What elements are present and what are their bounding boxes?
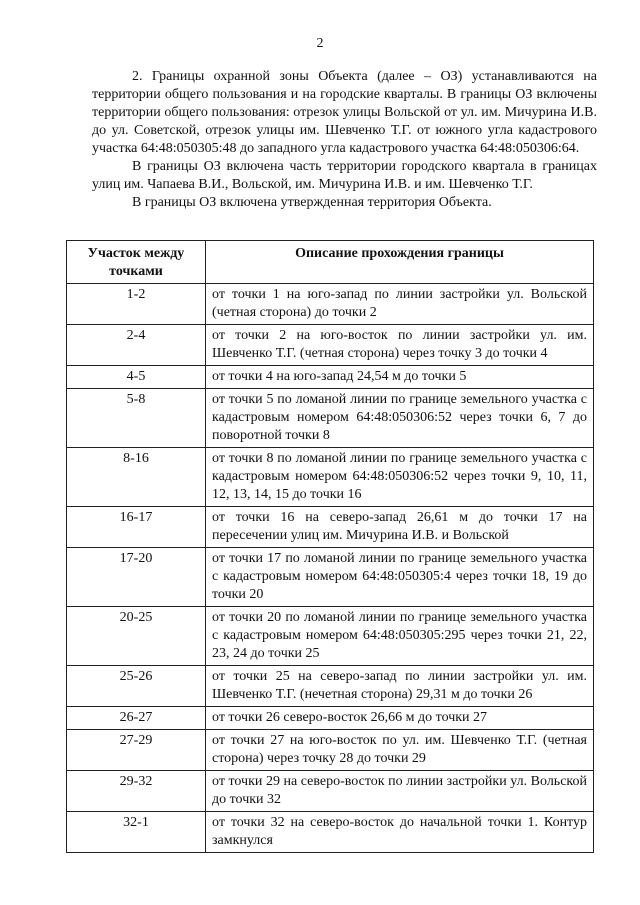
description-cell: от точки 29 на северо-восток по линии застройки ул. Вольской до точки 32 [206,771,594,812]
table-row [67,448,594,507]
segment-cell: 29-32 [67,771,206,812]
segment-cell: 26-27 [67,707,206,730]
description-cell: от точки 17 по ломаной линии по границе земельного участка с кадастровым номером 64:48:050305:4 через точки 18, 19 до точки 20 [206,548,594,607]
description-cell: от точки 5 по ломаной линии по границе земельного участка с кадастровым номером 64:48:050306:52 через точки 6, 7 до поворотной точки 8 [206,389,594,448]
table-row [67,548,594,607]
table-row [67,666,594,707]
header-description: Описание прохождения границы [206,241,594,284]
description-cell: от точки 1 на юго-запад по линии застройки ул. Вольской (четная сторона) до точки 2 [206,284,594,325]
segment-cell: 17-20 [67,548,206,607]
body-text [92,68,597,212]
segment-cell: 2-4 [67,325,206,366]
description-cell: от точки 16 на северо-запад 26,61 м до точки 17 на пересечении улиц им. Мичурина И.В. и Вольской [206,507,594,548]
table-row [67,366,594,389]
paragraph-1: 2. Границы охранной зоны Объекта (далее – ОЗ) устанавливаются на территории общего пользования и на городские кварталы. В границы ОЗ включены территории общего пользования: отрезок улицы Вольской от ул. им. Мичурина И.В. до ул. Советской, отрезок улицы им. Шевченко Т.Г. от южного угла кадастрового участка 64:48:050305:48 до западного угла кадастрового участка 64:48:050306:64. [92,69,597,156]
table-row [67,607,594,666]
description-cell: от точки 25 на северо-запад по линии застройки ул. им. Шевченко Т.Г. (нечетная сторона) 29,31 м до точки 26 [206,666,594,707]
table-row [67,707,594,730]
table-row [67,507,594,548]
table-row [67,771,594,812]
segment-cell: 16-17 [67,507,206,548]
description-cell: от точки 26 северо-восток 26,66 м до точки 27 [206,707,594,730]
segment-cell: 4-5 [67,366,206,389]
table-header-row [67,241,594,284]
segment-cell: 5-8 [67,389,206,448]
description-cell: от точки 8 по ломаной линии по границе земельного участка с кадастровым номером 64:48:050306:52 через точки 9, 10, 11, 12, 13, 14, 15 до точки 16 [206,448,594,507]
table-row [67,325,594,366]
segment-cell: 8-16 [67,448,206,507]
paragraph-3: В границы ОЗ включена утвержденная территория Объекта. [132,195,492,210]
segment-cell: 20-25 [67,607,206,666]
description-cell: от точки 4 на юго-запад 24,54 м до точки 5 [206,366,594,389]
description-cell: от точки 2 на юго-восток по линии застройки ул. им. Шевченко Т.Г. (четная сторона) через точку 3 до точки 4 [206,325,594,366]
segment-cell: 25-26 [67,666,206,707]
segment-cell: 1-2 [67,284,206,325]
table-row [67,389,594,448]
description-cell: от точки 27 на юго-восток по ул. им. Шевченко Т.Г. (четная сторона) через точку 28 до точки 29 [206,730,594,771]
description-cell: от точки 20 по ломаной линии по границе земельного участка с кадастровым номером 64:48:050305:295 через точки 21, 22, 23, 24 до точки 25 [206,607,594,666]
boundary-table [66,240,594,853]
table-row [67,284,594,325]
table-row [67,730,594,771]
description-cell: от точки 32 на северо-восток до начальной точки 1. Контур замкнулся [206,812,594,853]
header-segment: Участок между точками [67,241,206,284]
paragraph-2: В границы ОЗ включена часть территории городского квартала в границах улиц им. Чапаева В.И., Вольской, им. Мичурина И.В. и им. Шевченко Т.Г. [92,159,597,192]
segment-cell: 27-29 [67,730,206,771]
segment-cell: 32-1 [67,812,206,853]
table-row [67,812,594,853]
page-number: 2 [316,36,324,51]
